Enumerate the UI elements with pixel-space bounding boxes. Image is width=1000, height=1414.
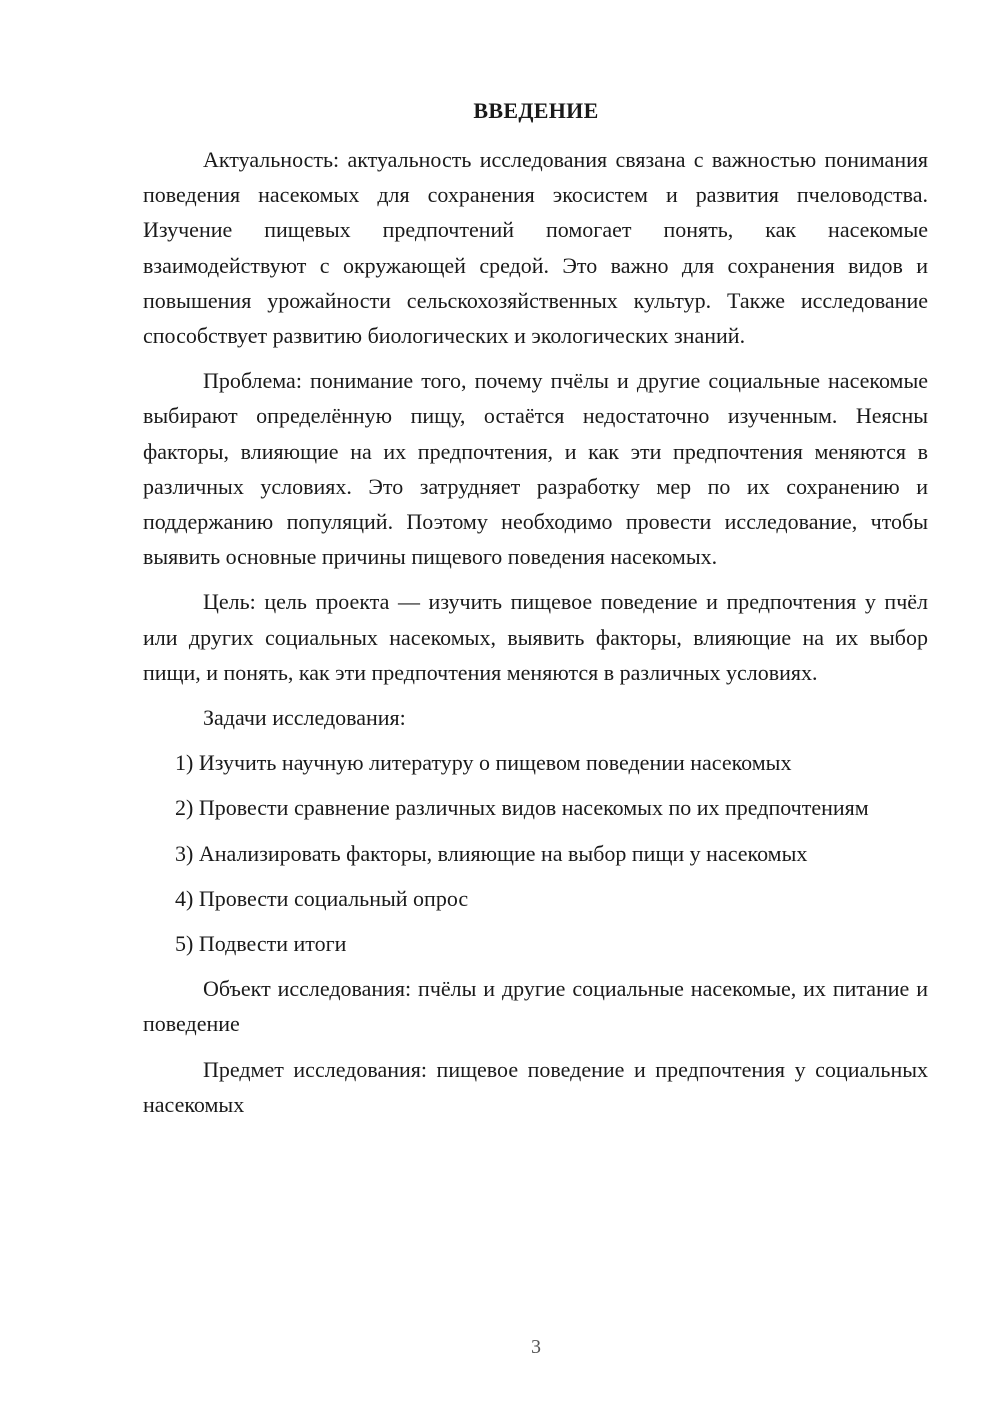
page-number: 3 (531, 1336, 541, 1358)
body-text (143, 142, 928, 1132)
object-paragraph: Объект исследования: пчёлы и другие социальные насекомые, их питание и поведение (143, 976, 928, 1037)
task-item: 1) Изучить научную литературу о пищевом поведении насекомых (175, 750, 792, 776)
task-item: 4) Провести социальный опрос (175, 885, 469, 911)
subject-paragraph: Предмет исследования: пищевое поведение и предпочтения у социальных насекомых (143, 1056, 928, 1117)
tasks-title: Задачи исследования: (203, 705, 406, 731)
relevance-paragraph: Актуальность: актуальность исследования связана с важностью понимания поведения насекомых для сохранения экосистем и развития пчеловодства. Изучение пищевых предпочтений помогает понять, как насекомые взаимодействуют с окружающей средой. Это важно для сохранения видов и повышения урожайности сельскохозяйственных культур. Также исследование способствует развитию биологических и экологических знаний. (143, 147, 928, 349)
section-heading: ВВЕДЕНИЕ (473, 98, 599, 123)
task-item: 5) Подвести итоги (175, 931, 347, 957)
task-item: 2) Провести сравнение различных видов насекомых по их предпочтениям (175, 795, 869, 821)
task-item: 3) Анализировать факторы, влияющие на выбор пищи у насекомых (175, 840, 808, 866)
problem-paragraph: Проблема: понимание того, почему пчёлы и другие социальные насекомые выбирают определённую пищу, остаётся недостаточно изученным. Неясны факторы, влияющие на их предпочтения, и как эти предпочтения меняются в различных условиях. Это затрудняет разработку мер по их сохранению и поддержанию популяций. Поэтому необходимо провести исследование, чтобы выявить основные причины пищевого поведения насекомых. (143, 368, 928, 570)
goal-paragraph: Цель: цель проекта — изучить пищевое поведение и предпочтения у пчёл или других социальных насекомых, выявить факторы, влияющие на их выбор пищи, и понять, как эти предпочтения меняются в различных условиях. (143, 589, 928, 685)
